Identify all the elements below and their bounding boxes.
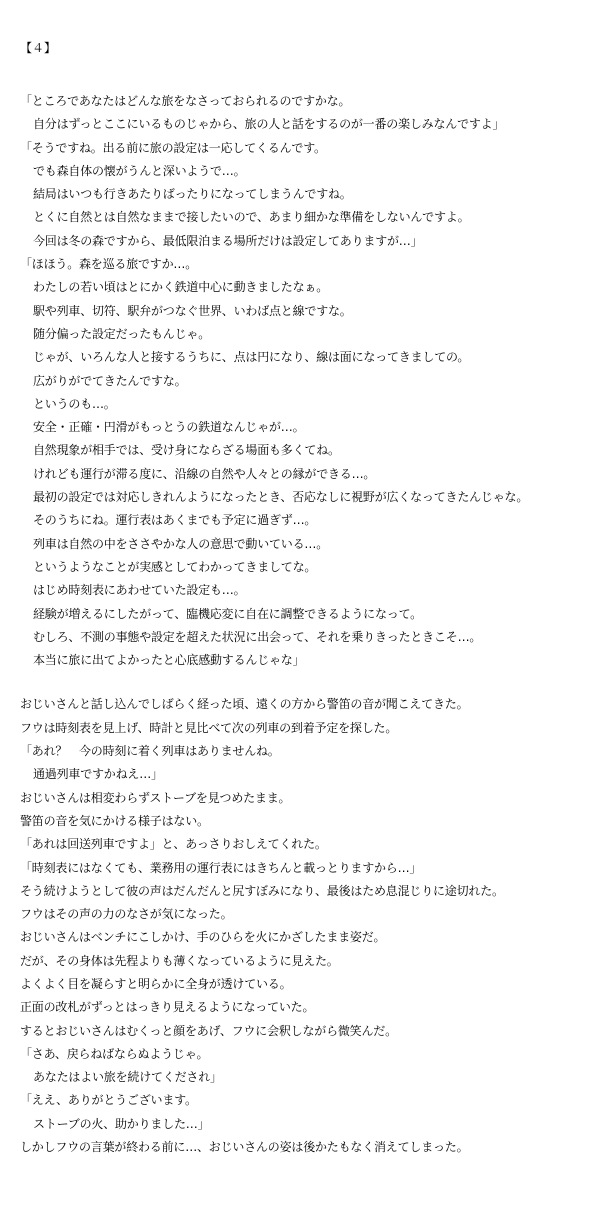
- dialogue-line: というのも…。: [33, 396, 116, 411]
- dialogue-line: じゃが、いろんな人と接するうちに、点は円になり、線は面になってきましての。: [33, 350, 470, 365]
- dialogue-line: わたしの若い頃はとにかく鉄道中心に動きましたなぁ。: [33, 280, 329, 295]
- narration-line: フウは時刻表を見上げ、時計と見比べて次の列車の到着予定を探した。: [20, 720, 398, 735]
- narration-line: 「時刻表にはなくても、業務用の運行表にはきちんと載っとりますから…」: [20, 860, 422, 875]
- dialogue-line: 駅や列車、切符、駅弁がつなぐ世界、いわば点と線ですな。: [33, 303, 352, 318]
- dialogue-line: 「ほほう。森を巡る旅ですか…。: [20, 257, 198, 272]
- dialogue-line: けれども運行が滞る度に、沿線の自然や人々との縁ができる…。: [33, 466, 376, 481]
- dialogue-line: そのうちにね。運行表はあくまでも予定に過ぎず…。: [33, 513, 317, 528]
- dialogue-line: 結局はいつも行きあたりばったりになってしまうんですね。: [33, 187, 352, 202]
- narration-line: 「あれ？ 今の時刻に着く列車はありませんね。: [20, 744, 280, 759]
- narration-line: 通過列車ですかねえ…」: [33, 767, 163, 782]
- narration-line: よくよく目を凝らすと明らかに全身が透けている。: [20, 976, 292, 991]
- narration-line: 「あれは回送列車ですよ」と、あっさりおしえてくれた。: [20, 837, 327, 852]
- narration-line: 警笛の音を気にかける様子はない。: [20, 813, 209, 828]
- narration-line: あなたはよい旅を続けてくだされ」: [33, 1070, 222, 1085]
- narration-line: 「さあ、戻らねばならぬようじゃ。: [20, 1046, 209, 1061]
- narration-line: おじいさんと話し込んでしばらく経った頃、遠くの方から警笛の音が聞こえてきた。: [20, 697, 469, 712]
- narration-line: おじいさんは相変わらずストーブを見つめたまま。: [20, 790, 291, 805]
- narration-line: フウはその声の力のなさが気になった。: [20, 907, 233, 922]
- story-text: [20, 90, 600, 1159]
- dialogue-line: 今回は冬の森ですから、最低限泊まる場所だけは設定してありますが…」: [33, 233, 423, 248]
- dialogue-line: とくに自然とは自然なままで接したいので、あまり細かな準備をしないんですよ。: [33, 210, 470, 225]
- narration-line: しかしフウの言葉が終わる前に…、おじいさんの姿は後かたもなく消えてしまった。: [20, 1140, 469, 1155]
- narration-line: 正面の改札がずっとはっきり見えるようになっていた。: [20, 1000, 315, 1015]
- dialogue-line: 自分はずっとここにいるものじゃから、旅の人と話をするのが一番の楽しみなんですよ」: [33, 117, 505, 132]
- dialogue-line: 広がりがでてきたんですな。: [33, 373, 187, 388]
- section-heading: 【４】: [20, 41, 57, 55]
- narration-line: するとおじいさんはむくっと顔をあげ、フウに会釈しながら微笑んだ。: [20, 1023, 397, 1038]
- dialogue-line: でも森自体の懐がうんと深いようで…。: [33, 163, 246, 178]
- paragraph-gap: [20, 672, 600, 693]
- dialogue-line: はじめ時刻表にあわせていた設定も…。: [33, 583, 246, 598]
- dialogue-line: 安全・正確・円滑がもっとうの鉄道なんじゃが…。: [33, 420, 305, 435]
- dialogue-line: 自然現象が相手では、受け身にならざる場面も多くてね。: [33, 443, 340, 458]
- dialogue-line: むしろ、不測の事態や設定を超えた状況に出会って、それを乗りきったときこそ…。: [33, 629, 482, 644]
- dialogue-line: というようなことが実感としてわかってきましてな。: [33, 559, 317, 574]
- dialogue-line: 最初の設定では対応しきれんようになったとき、否応なしに視野が広くなってきたんじゃな。: [33, 490, 529, 505]
- narration-line: ストーブの火、助かりました…」: [33, 1116, 210, 1131]
- dialogue-line: 経験が増えるにしたがって、臨機応変に自在に調整できるようになって。: [33, 606, 422, 621]
- dialogue-line: 「そうですね。出る前に旅の設定は一応してくるんです。: [20, 140, 326, 155]
- dialogue-line: 随分偏った設定だったもんじゃ。: [33, 326, 211, 341]
- dialogue-line: 「ところであなたはどんな旅をなさっておられるのですかな。: [20, 94, 351, 108]
- narration-line: そう続けようとして彼の声はだんだんと尻すぼみになり、最後はため息混じりに途切れた。: [20, 883, 504, 898]
- dialogue-line: 本当に旅に出てよかったと心底感動するんじゃな」: [33, 653, 305, 668]
- dialogue-line: 列車は自然の中をささやかな人の意思で動いている…。: [33, 536, 329, 551]
- narration-line: おじいさんはベンチにこしかけ、手のひらを火にかざしたまま姿だ。: [20, 930, 386, 945]
- narration-line: だが、その身体は先程よりも薄くなっているように見えた。: [20, 953, 339, 968]
- narration-line: 「ええ、ありがとうございます。: [20, 1093, 197, 1108]
